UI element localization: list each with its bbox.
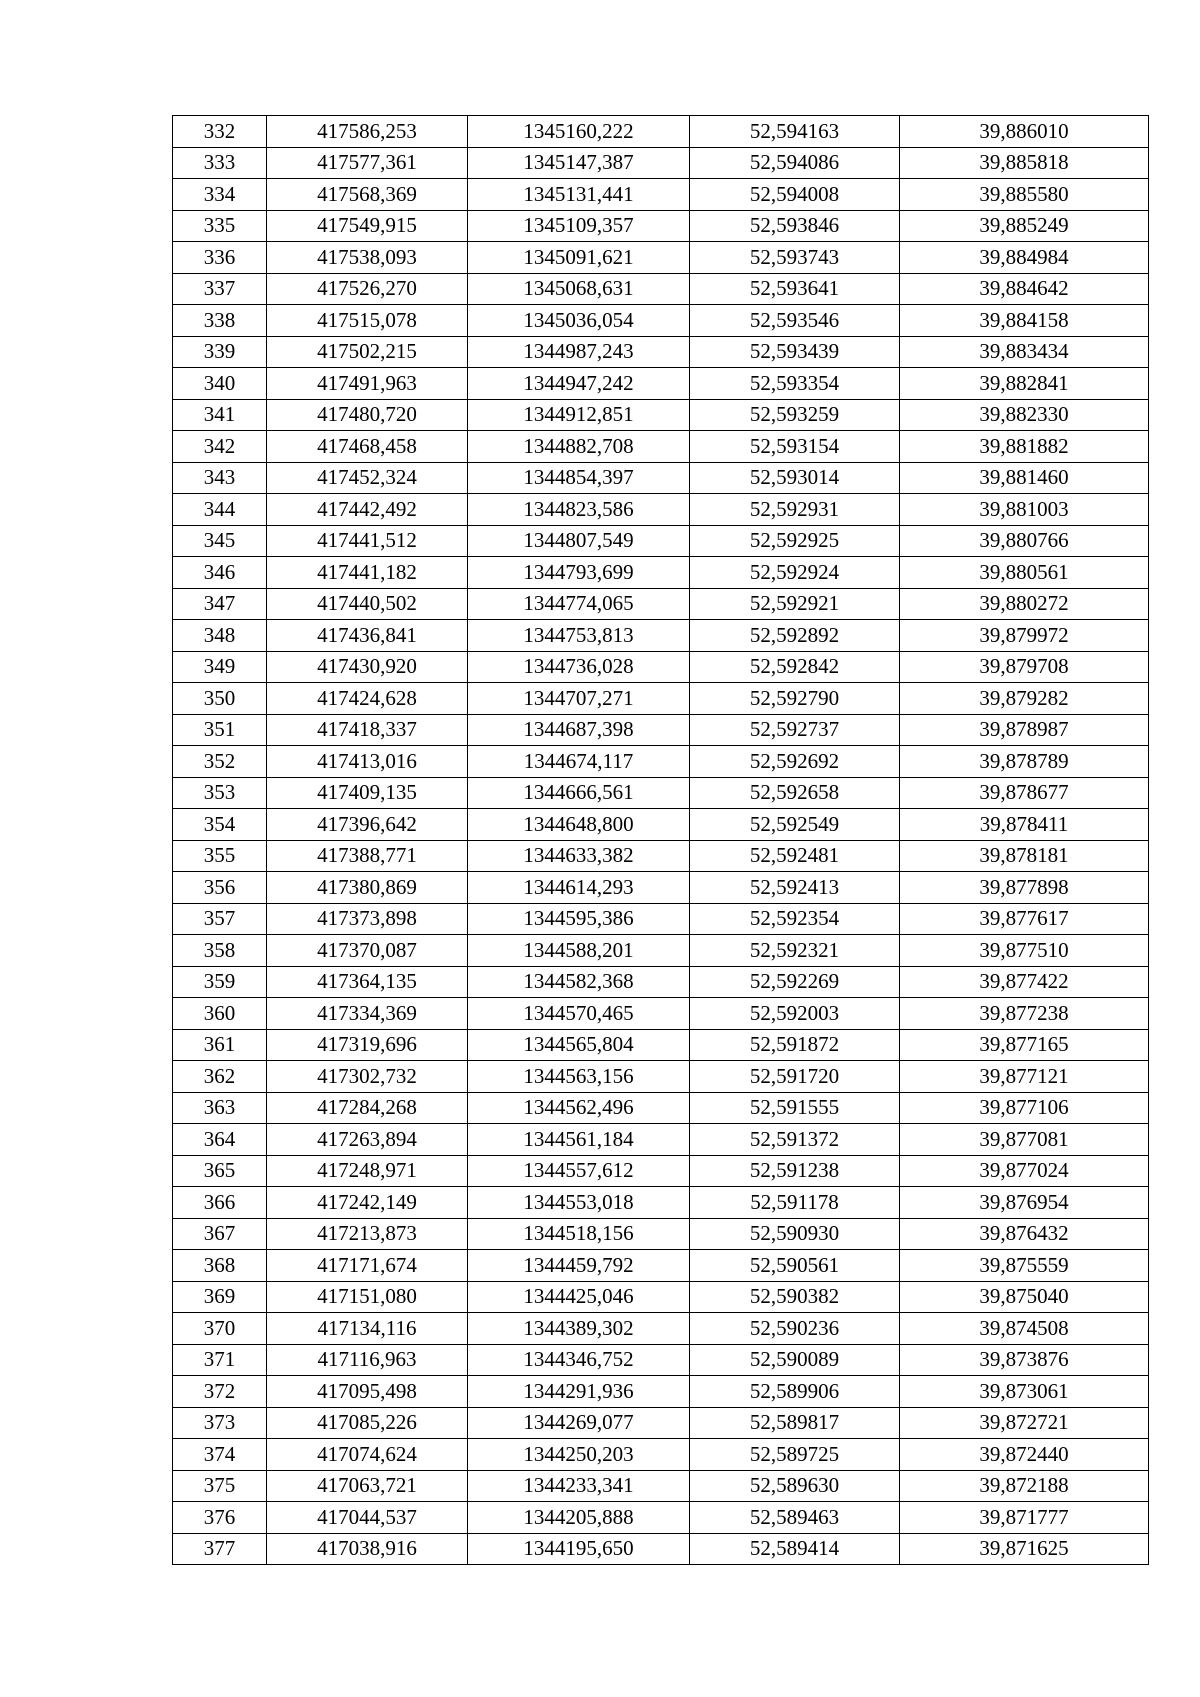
point-number-cell: 350 bbox=[173, 683, 267, 715]
longitude-cell: 39,877106 bbox=[900, 1092, 1149, 1124]
longitude-cell: 39,886010 bbox=[900, 116, 1149, 148]
point-number-cell: 358 bbox=[173, 935, 267, 967]
table-row bbox=[173, 557, 1149, 589]
point-number-cell: 354 bbox=[173, 809, 267, 841]
table-row bbox=[173, 1533, 1149, 1565]
y-coordinate-cell: 1344563,156 bbox=[468, 1061, 690, 1093]
table-row bbox=[173, 746, 1149, 778]
latitude-cell: 52,592737 bbox=[690, 714, 900, 746]
latitude-cell: 52,589630 bbox=[690, 1470, 900, 1502]
latitude-cell: 52,592658 bbox=[690, 777, 900, 809]
longitude-cell: 39,875559 bbox=[900, 1250, 1149, 1282]
longitude-cell: 39,877617 bbox=[900, 903, 1149, 935]
x-coordinate-cell: 417242,149 bbox=[267, 1187, 468, 1219]
table-row bbox=[173, 399, 1149, 431]
latitude-cell: 52,589725 bbox=[690, 1439, 900, 1471]
x-coordinate-cell: 417063,721 bbox=[267, 1470, 468, 1502]
longitude-cell: 39,880561 bbox=[900, 557, 1149, 589]
table-row bbox=[173, 431, 1149, 463]
x-coordinate-cell: 417480,720 bbox=[267, 399, 468, 431]
table-row bbox=[173, 840, 1149, 872]
point-number-cell: 372 bbox=[173, 1376, 267, 1408]
y-coordinate-cell: 1344291,936 bbox=[468, 1376, 690, 1408]
point-number-cell: 353 bbox=[173, 777, 267, 809]
point-number-cell: 334 bbox=[173, 179, 267, 211]
table-row bbox=[173, 305, 1149, 337]
table-row bbox=[173, 1218, 1149, 1250]
x-coordinate-cell: 417171,674 bbox=[267, 1250, 468, 1282]
longitude-cell: 39,885580 bbox=[900, 179, 1149, 211]
longitude-cell: 39,881882 bbox=[900, 431, 1149, 463]
coordinates-table bbox=[172, 115, 1149, 1565]
latitude-cell: 52,592003 bbox=[690, 998, 900, 1030]
point-number-cell: 347 bbox=[173, 588, 267, 620]
x-coordinate-cell: 417442,492 bbox=[267, 494, 468, 526]
longitude-cell: 39,872188 bbox=[900, 1470, 1149, 1502]
point-number-cell: 339 bbox=[173, 336, 267, 368]
table-row bbox=[173, 1407, 1149, 1439]
table-row bbox=[173, 1470, 1149, 1502]
table-row bbox=[173, 1124, 1149, 1156]
x-coordinate-cell: 417526,270 bbox=[267, 273, 468, 305]
longitude-cell: 39,877165 bbox=[900, 1029, 1149, 1061]
latitude-cell: 52,592925 bbox=[690, 525, 900, 557]
point-number-cell: 352 bbox=[173, 746, 267, 778]
latitude-cell: 52,590089 bbox=[690, 1344, 900, 1376]
table-row bbox=[173, 620, 1149, 652]
x-coordinate-cell: 417116,963 bbox=[267, 1344, 468, 1376]
table-row bbox=[173, 242, 1149, 274]
x-coordinate-cell: 417440,502 bbox=[267, 588, 468, 620]
latitude-cell: 52,591720 bbox=[690, 1061, 900, 1093]
latitude-cell: 52,592924 bbox=[690, 557, 900, 589]
longitude-cell: 39,878181 bbox=[900, 840, 1149, 872]
table-row bbox=[173, 1187, 1149, 1219]
longitude-cell: 39,874508 bbox=[900, 1313, 1149, 1345]
longitude-cell: 39,873876 bbox=[900, 1344, 1149, 1376]
longitude-cell: 39,879708 bbox=[900, 651, 1149, 683]
longitude-cell: 39,877422 bbox=[900, 966, 1149, 998]
longitude-cell: 39,880272 bbox=[900, 588, 1149, 620]
latitude-cell: 52,590382 bbox=[690, 1281, 900, 1313]
latitude-cell: 52,592481 bbox=[690, 840, 900, 872]
x-coordinate-cell: 417396,642 bbox=[267, 809, 468, 841]
latitude-cell: 52,589414 bbox=[690, 1533, 900, 1565]
latitude-cell: 52,590236 bbox=[690, 1313, 900, 1345]
y-coordinate-cell: 1344736,028 bbox=[468, 651, 690, 683]
table-row bbox=[173, 1250, 1149, 1282]
x-coordinate-cell: 417248,971 bbox=[267, 1155, 468, 1187]
point-number-cell: 368 bbox=[173, 1250, 267, 1282]
x-coordinate-cell: 417568,369 bbox=[267, 179, 468, 211]
table-row bbox=[173, 935, 1149, 967]
x-coordinate-cell: 417284,268 bbox=[267, 1092, 468, 1124]
longitude-cell: 39,877510 bbox=[900, 935, 1149, 967]
latitude-cell: 52,592790 bbox=[690, 683, 900, 715]
x-coordinate-cell: 417151,080 bbox=[267, 1281, 468, 1313]
point-number-cell: 375 bbox=[173, 1470, 267, 1502]
latitude-cell: 52,593439 bbox=[690, 336, 900, 368]
latitude-cell: 52,592921 bbox=[690, 588, 900, 620]
longitude-cell: 39,872721 bbox=[900, 1407, 1149, 1439]
point-number-cell: 373 bbox=[173, 1407, 267, 1439]
table-row bbox=[173, 1061, 1149, 1093]
y-coordinate-cell: 1344807,549 bbox=[468, 525, 690, 557]
longitude-cell: 39,871777 bbox=[900, 1502, 1149, 1534]
y-coordinate-cell: 1344674,117 bbox=[468, 746, 690, 778]
y-coordinate-cell: 1344687,398 bbox=[468, 714, 690, 746]
point-number-cell: 361 bbox=[173, 1029, 267, 1061]
table-row bbox=[173, 966, 1149, 998]
latitude-cell: 52,594163 bbox=[690, 116, 900, 148]
x-coordinate-cell: 417364,135 bbox=[267, 966, 468, 998]
longitude-cell: 39,876954 bbox=[900, 1187, 1149, 1219]
longitude-cell: 39,875040 bbox=[900, 1281, 1149, 1313]
latitude-cell: 52,589463 bbox=[690, 1502, 900, 1534]
table-row bbox=[173, 1439, 1149, 1471]
table-row bbox=[173, 777, 1149, 809]
y-coordinate-cell: 1345131,441 bbox=[468, 179, 690, 211]
y-coordinate-cell: 1344823,586 bbox=[468, 494, 690, 526]
point-number-cell: 359 bbox=[173, 966, 267, 998]
latitude-cell: 52,592354 bbox=[690, 903, 900, 935]
y-coordinate-cell: 1345036,054 bbox=[468, 305, 690, 337]
latitude-cell: 52,593641 bbox=[690, 273, 900, 305]
point-number-cell: 341 bbox=[173, 399, 267, 431]
y-coordinate-cell: 1344389,302 bbox=[468, 1313, 690, 1345]
x-coordinate-cell: 417038,916 bbox=[267, 1533, 468, 1565]
longitude-cell: 39,872440 bbox=[900, 1439, 1149, 1471]
longitude-cell: 39,877238 bbox=[900, 998, 1149, 1030]
point-number-cell: 340 bbox=[173, 368, 267, 400]
latitude-cell: 52,593354 bbox=[690, 368, 900, 400]
y-coordinate-cell: 1344425,046 bbox=[468, 1281, 690, 1313]
y-coordinate-cell: 1344518,156 bbox=[468, 1218, 690, 1250]
x-coordinate-cell: 417515,078 bbox=[267, 305, 468, 337]
x-coordinate-cell: 417334,369 bbox=[267, 998, 468, 1030]
latitude-cell: 52,593846 bbox=[690, 210, 900, 242]
point-number-cell: 342 bbox=[173, 431, 267, 463]
table-row bbox=[173, 462, 1149, 494]
y-coordinate-cell: 1344570,465 bbox=[468, 998, 690, 1030]
x-coordinate-cell: 417044,537 bbox=[267, 1502, 468, 1534]
y-coordinate-cell: 1344562,496 bbox=[468, 1092, 690, 1124]
x-coordinate-cell: 417424,628 bbox=[267, 683, 468, 715]
point-number-cell: 376 bbox=[173, 1502, 267, 1534]
longitude-cell: 39,884642 bbox=[900, 273, 1149, 305]
y-coordinate-cell: 1344588,201 bbox=[468, 935, 690, 967]
longitude-cell: 39,876432 bbox=[900, 1218, 1149, 1250]
point-number-cell: 377 bbox=[173, 1533, 267, 1565]
x-coordinate-cell: 417430,920 bbox=[267, 651, 468, 683]
table-row bbox=[173, 809, 1149, 841]
point-number-cell: 338 bbox=[173, 305, 267, 337]
x-coordinate-cell: 417373,898 bbox=[267, 903, 468, 935]
x-coordinate-cell: 417319,696 bbox=[267, 1029, 468, 1061]
point-number-cell: 344 bbox=[173, 494, 267, 526]
longitude-cell: 39,877081 bbox=[900, 1124, 1149, 1156]
point-number-cell: 365 bbox=[173, 1155, 267, 1187]
x-coordinate-cell: 417263,894 bbox=[267, 1124, 468, 1156]
latitude-cell: 52,590930 bbox=[690, 1218, 900, 1250]
latitude-cell: 52,594008 bbox=[690, 179, 900, 211]
y-coordinate-cell: 1345068,631 bbox=[468, 273, 690, 305]
table-row bbox=[173, 1092, 1149, 1124]
y-coordinate-cell: 1344250,203 bbox=[468, 1439, 690, 1471]
point-number-cell: 336 bbox=[173, 242, 267, 274]
table-row bbox=[173, 998, 1149, 1030]
table-row bbox=[173, 1376, 1149, 1408]
table-row bbox=[173, 588, 1149, 620]
table-row bbox=[173, 1155, 1149, 1187]
latitude-cell: 52,591372 bbox=[690, 1124, 900, 1156]
x-coordinate-cell: 417586,253 bbox=[267, 116, 468, 148]
point-number-cell: 357 bbox=[173, 903, 267, 935]
table-row bbox=[173, 1029, 1149, 1061]
x-coordinate-cell: 417418,337 bbox=[267, 714, 468, 746]
table-row bbox=[173, 525, 1149, 557]
point-number-cell: 374 bbox=[173, 1439, 267, 1471]
latitude-cell: 52,590561 bbox=[690, 1250, 900, 1282]
table-row bbox=[173, 210, 1149, 242]
x-coordinate-cell: 417095,498 bbox=[267, 1376, 468, 1408]
y-coordinate-cell: 1344882,708 bbox=[468, 431, 690, 463]
point-number-cell: 369 bbox=[173, 1281, 267, 1313]
latitude-cell: 52,591872 bbox=[690, 1029, 900, 1061]
y-coordinate-cell: 1344565,804 bbox=[468, 1029, 690, 1061]
longitude-cell: 39,877121 bbox=[900, 1061, 1149, 1093]
longitude-cell: 39,880766 bbox=[900, 525, 1149, 557]
latitude-cell: 52,589906 bbox=[690, 1376, 900, 1408]
x-coordinate-cell: 417436,841 bbox=[267, 620, 468, 652]
y-coordinate-cell: 1345160,222 bbox=[468, 116, 690, 148]
x-coordinate-cell: 417491,963 bbox=[267, 368, 468, 400]
y-coordinate-cell: 1344195,650 bbox=[468, 1533, 690, 1565]
point-number-cell: 332 bbox=[173, 116, 267, 148]
longitude-cell: 39,878677 bbox=[900, 777, 1149, 809]
y-coordinate-cell: 1344633,382 bbox=[468, 840, 690, 872]
longitude-cell: 39,882841 bbox=[900, 368, 1149, 400]
latitude-cell: 52,592549 bbox=[690, 809, 900, 841]
x-coordinate-cell: 417134,116 bbox=[267, 1313, 468, 1345]
longitude-cell: 39,877898 bbox=[900, 872, 1149, 904]
table-row bbox=[173, 494, 1149, 526]
table-row bbox=[173, 683, 1149, 715]
latitude-cell: 52,593743 bbox=[690, 242, 900, 274]
longitude-cell: 39,871625 bbox=[900, 1533, 1149, 1565]
latitude-cell: 52,594086 bbox=[690, 147, 900, 179]
y-coordinate-cell: 1344557,612 bbox=[468, 1155, 690, 1187]
y-coordinate-cell: 1344707,271 bbox=[468, 683, 690, 715]
point-number-cell: 356 bbox=[173, 872, 267, 904]
y-coordinate-cell: 1344595,386 bbox=[468, 903, 690, 935]
longitude-cell: 39,881003 bbox=[900, 494, 1149, 526]
table-row bbox=[173, 651, 1149, 683]
x-coordinate-cell: 417452,324 bbox=[267, 462, 468, 494]
y-coordinate-cell: 1344774,065 bbox=[468, 588, 690, 620]
table-row bbox=[173, 872, 1149, 904]
x-coordinate-cell: 417074,624 bbox=[267, 1439, 468, 1471]
y-coordinate-cell: 1345091,621 bbox=[468, 242, 690, 274]
longitude-cell: 39,877024 bbox=[900, 1155, 1149, 1187]
longitude-cell: 39,873061 bbox=[900, 1376, 1149, 1408]
point-number-cell: 349 bbox=[173, 651, 267, 683]
latitude-cell: 52,592931 bbox=[690, 494, 900, 526]
coordinates-table-body bbox=[173, 116, 1149, 1565]
y-coordinate-cell: 1344205,888 bbox=[468, 1502, 690, 1534]
y-coordinate-cell: 1344648,800 bbox=[468, 809, 690, 841]
longitude-cell: 39,878987 bbox=[900, 714, 1149, 746]
longitude-cell: 39,884984 bbox=[900, 242, 1149, 274]
y-coordinate-cell: 1344269,077 bbox=[468, 1407, 690, 1439]
longitude-cell: 39,878411 bbox=[900, 809, 1149, 841]
point-number-cell: 351 bbox=[173, 714, 267, 746]
table-row bbox=[173, 147, 1149, 179]
latitude-cell: 52,593154 bbox=[690, 431, 900, 463]
y-coordinate-cell: 1344346,752 bbox=[468, 1344, 690, 1376]
y-coordinate-cell: 1344947,242 bbox=[468, 368, 690, 400]
table-row bbox=[173, 368, 1149, 400]
latitude-cell: 52,592321 bbox=[690, 935, 900, 967]
point-number-cell: 362 bbox=[173, 1061, 267, 1093]
table-row bbox=[173, 179, 1149, 211]
table-row bbox=[173, 273, 1149, 305]
table-row bbox=[173, 1344, 1149, 1376]
latitude-cell: 52,592413 bbox=[690, 872, 900, 904]
latitude-cell: 52,592692 bbox=[690, 746, 900, 778]
table-row bbox=[173, 116, 1149, 148]
point-number-cell: 337 bbox=[173, 273, 267, 305]
point-number-cell: 333 bbox=[173, 147, 267, 179]
x-coordinate-cell: 417213,873 bbox=[267, 1218, 468, 1250]
y-coordinate-cell: 1344793,699 bbox=[468, 557, 690, 589]
point-number-cell: 360 bbox=[173, 998, 267, 1030]
point-number-cell: 335 bbox=[173, 210, 267, 242]
longitude-cell: 39,879972 bbox=[900, 620, 1149, 652]
table-row bbox=[173, 1502, 1149, 1534]
y-coordinate-cell: 1344459,792 bbox=[468, 1250, 690, 1282]
y-coordinate-cell: 1344561,184 bbox=[468, 1124, 690, 1156]
latitude-cell: 52,592842 bbox=[690, 651, 900, 683]
longitude-cell: 39,884158 bbox=[900, 305, 1149, 337]
x-coordinate-cell: 417302,732 bbox=[267, 1061, 468, 1093]
y-coordinate-cell: 1344582,368 bbox=[468, 966, 690, 998]
x-coordinate-cell: 417388,771 bbox=[267, 840, 468, 872]
longitude-cell: 39,879282 bbox=[900, 683, 1149, 715]
y-coordinate-cell: 1344233,341 bbox=[468, 1470, 690, 1502]
longitude-cell: 39,885249 bbox=[900, 210, 1149, 242]
latitude-cell: 52,593546 bbox=[690, 305, 900, 337]
x-coordinate-cell: 417380,869 bbox=[267, 872, 468, 904]
x-coordinate-cell: 417085,226 bbox=[267, 1407, 468, 1439]
y-coordinate-cell: 1344854,397 bbox=[468, 462, 690, 494]
latitude-cell: 52,589817 bbox=[690, 1407, 900, 1439]
x-coordinate-cell: 417441,182 bbox=[267, 557, 468, 589]
y-coordinate-cell: 1344912,851 bbox=[468, 399, 690, 431]
latitude-cell: 52,592269 bbox=[690, 966, 900, 998]
point-number-cell: 348 bbox=[173, 620, 267, 652]
y-coordinate-cell: 1344666,561 bbox=[468, 777, 690, 809]
y-coordinate-cell: 1344553,018 bbox=[468, 1187, 690, 1219]
longitude-cell: 39,885818 bbox=[900, 147, 1149, 179]
latitude-cell: 52,591555 bbox=[690, 1092, 900, 1124]
point-number-cell: 371 bbox=[173, 1344, 267, 1376]
table-row bbox=[173, 1281, 1149, 1313]
y-coordinate-cell: 1344753,813 bbox=[468, 620, 690, 652]
latitude-cell: 52,591178 bbox=[690, 1187, 900, 1219]
longitude-cell: 39,881460 bbox=[900, 462, 1149, 494]
table-row bbox=[173, 903, 1149, 935]
y-coordinate-cell: 1344614,293 bbox=[468, 872, 690, 904]
point-number-cell: 367 bbox=[173, 1218, 267, 1250]
table-row bbox=[173, 1313, 1149, 1345]
x-coordinate-cell: 417549,915 bbox=[267, 210, 468, 242]
longitude-cell: 39,883434 bbox=[900, 336, 1149, 368]
point-number-cell: 364 bbox=[173, 1124, 267, 1156]
point-number-cell: 345 bbox=[173, 525, 267, 557]
y-coordinate-cell: 1345147,387 bbox=[468, 147, 690, 179]
latitude-cell: 52,593259 bbox=[690, 399, 900, 431]
point-number-cell: 366 bbox=[173, 1187, 267, 1219]
x-coordinate-cell: 417577,361 bbox=[267, 147, 468, 179]
latitude-cell: 52,591238 bbox=[690, 1155, 900, 1187]
x-coordinate-cell: 417468,458 bbox=[267, 431, 468, 463]
x-coordinate-cell: 417538,093 bbox=[267, 242, 468, 274]
point-number-cell: 346 bbox=[173, 557, 267, 589]
x-coordinate-cell: 417413,016 bbox=[267, 746, 468, 778]
longitude-cell: 39,882330 bbox=[900, 399, 1149, 431]
point-number-cell: 370 bbox=[173, 1313, 267, 1345]
x-coordinate-cell: 417441,512 bbox=[267, 525, 468, 557]
point-number-cell: 363 bbox=[173, 1092, 267, 1124]
x-coordinate-cell: 417502,215 bbox=[267, 336, 468, 368]
x-coordinate-cell: 417409,135 bbox=[267, 777, 468, 809]
y-coordinate-cell: 1345109,357 bbox=[468, 210, 690, 242]
y-coordinate-cell: 1344987,243 bbox=[468, 336, 690, 368]
latitude-cell: 52,592892 bbox=[690, 620, 900, 652]
point-number-cell: 355 bbox=[173, 840, 267, 872]
x-coordinate-cell: 417370,087 bbox=[267, 935, 468, 967]
table-row bbox=[173, 714, 1149, 746]
point-number-cell: 343 bbox=[173, 462, 267, 494]
longitude-cell: 39,878789 bbox=[900, 746, 1149, 778]
latitude-cell: 52,593014 bbox=[690, 462, 900, 494]
table-row bbox=[173, 336, 1149, 368]
